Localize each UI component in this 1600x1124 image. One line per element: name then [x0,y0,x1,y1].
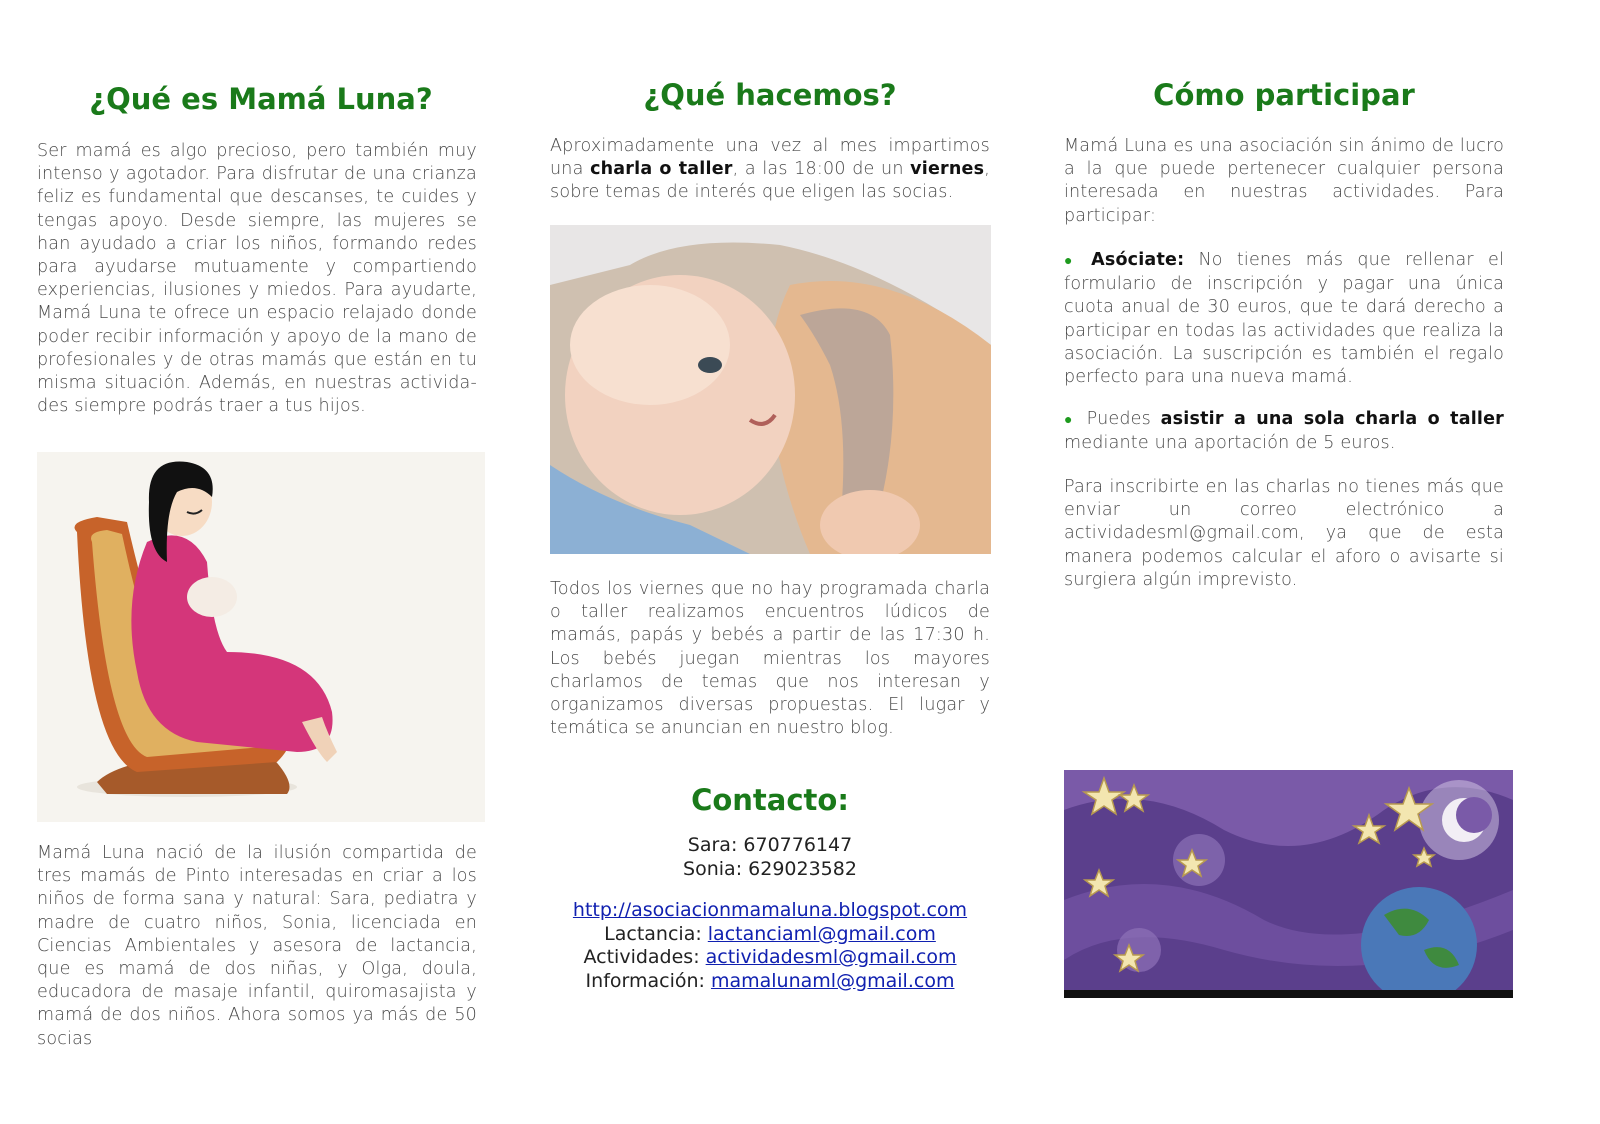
informacion-email-link[interactable]: mamalunaml@gmail.com [710,969,955,992]
paragraph-talks [550,135,990,205]
contact-sonia: Sonia: 629023582 [683,857,857,880]
mother-illustration [37,452,485,822]
paragraph-inscribe: Para inscribirte en las charlas no tienes más que enviar un correo electrónico a actividadesml@gmail.com, ya que de esta manera podemos calcular el aforo o avisarte si surgiera algún imprevisto. [1064,477,1504,590]
single-talk-text-a: Puedes [1086,409,1161,429]
asociate-bold: Asóciate: [1091,250,1185,270]
single-talk-text-c: mediante una aportación de 5 euros. [1064,433,1396,454]
informacion-label: Información: [585,969,711,992]
blog-link[interactable]: http://asociacionmamaluna.blogspot.com [572,899,968,921]
talks-text-e: , sobre temas de interés que eligen las socias. [550,159,990,203]
single-talk-bold: asistir a una sola charla o taller [1160,409,1505,429]
baby-photo [550,225,991,554]
paragraph-meetings: Todos los viernes que no hay programada charla o taller realizamos encuentros lúdicos de mamás, papás y bebés a partir de las 17:30 h. Los bebés juegan mientras los mayores charlamos de temas que nos interesan y organizamos diversas propuestas. El lugar y temática se anuncian en nuestro blog. [550,579,990,739]
lactancia-email-link[interactable]: lactanciaml@gmail.com [707,922,936,945]
title-que-hacemos: ¿Qué hacemos? [643,78,897,112]
talks-text-a: Aproximadamente una vez al mes impartimos una [550,136,990,180]
moon-stars-illustration [1064,770,1513,998]
title-como-participar: Cómo participar [1153,78,1415,112]
paragraph-history: Mamá Luna nació de la ilusión compartida de tres mamás de Pinto interesadas en criar a los niños de forma sana y natural: Sara, pediatra y madre de cuatro niños, Sonia, licenciada en Ciencias Ambientales y asesora de lactancia, que es mamá de dos niñas, y Olga, doula, educadora de masaje infantil, quiromasajista y mamá de dos niños. Ahora somos ya más de 50 socias [37,843,477,1049]
paragraph-participate: Mamá Luna es una asociación sin ánimo de lucro a la que puede pertenecer cualquier persona interesada en nuestras actividades. Para participar: [1064,136,1504,226]
talks-bold-charla: charla o taller [590,159,733,180]
bullet-icon: ● [1064,253,1082,269]
title-contacto: Contacto: [691,783,849,817]
talks-text-c: , a las 18:00 de un [732,159,911,180]
bullet-icon: ● [1064,412,1077,428]
talks-bold-viernes: viernes [910,159,985,180]
paragraph-intro: Ser mamá es algo precioso, pero también muy intenso y agotador. Para disfrutar de una crianza feliz es fundamental que descanses, te cuides y tengas apoyo. Desde siempre, las mujeres se han ayudado a criar los niños, formando redes para ayudarse mutuamente y compartiendo experiencias, ilusiones y miedos. Para ayudarte, Mamá Luna te ofrece un espacio relajado donde poder recibir información y apoyo de la mano de profesionales y de otras mamás que están en tu misma situación. Además, en nuestras activida-des siempre podrás traer a tus hijos. [37,141,477,417]
contact-sara: Sara: 670776147 [687,834,853,856]
asociate-text: No tienes más que rellenar el formulario de inscripción y pagar una única cuota anual de 30 euros, que te dará derecho a participar en todas las actividades que realiza la asociación. La suscripción es también el regalo perfecto para una nueva mamá. [1064,250,1504,388]
bullet-asociate [1064,249,1504,389]
actividades-email-link[interactable]: actividadesml@gmail.com [705,946,957,968]
actividades-label: Actividades: [583,946,706,968]
contact-block [550,834,990,993]
title-que-es: ¿Qué es Mamá Luna? [89,82,433,116]
lactancia-label: Lactancia: [604,922,708,945]
bullet-single-talk [1064,408,1504,455]
